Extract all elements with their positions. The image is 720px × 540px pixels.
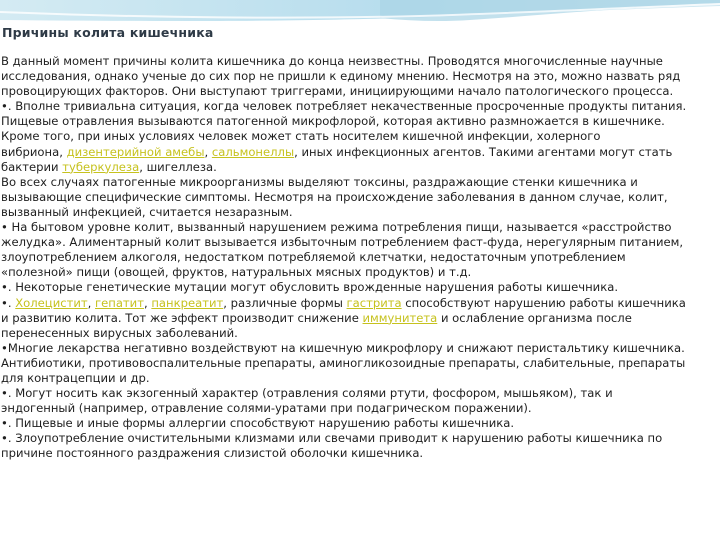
text-segment: •. Некоторые генетические мутации могут обусловить врожденные нарушения работы кишечника. xyxy=(1,280,619,295)
text-line xyxy=(1,341,719,356)
text-segment: , xyxy=(143,295,152,310)
text-line xyxy=(1,129,719,144)
article-body xyxy=(1,54,719,462)
text-line xyxy=(1,190,719,205)
text-line xyxy=(1,145,719,160)
text-segment: для контрацепции и др. xyxy=(1,370,150,385)
text-segment: и развитию колита. Тот же эффект производит снижение xyxy=(1,310,363,325)
text-line xyxy=(1,280,719,295)
text-segment: •. Вполне тривиальна ситуация, когда человек потребляет некачественные просроченные продукты питания. xyxy=(1,99,687,114)
text-line xyxy=(1,431,719,446)
text-segment: Антибиотики, противовоспалительные препараты, аминогликозоидные препараты, слабительные, препараты xyxy=(1,355,686,370)
text-line xyxy=(1,296,719,311)
article-link[interactable]: туберкулеза xyxy=(62,159,140,174)
text-line xyxy=(1,386,719,401)
text-segment: и ослабление организма после xyxy=(437,310,632,325)
text-line xyxy=(1,265,719,280)
text-line xyxy=(1,69,719,84)
article-link[interactable]: гепатит xyxy=(95,295,144,310)
text-line xyxy=(1,416,719,431)
text-segment: вызывающие специфические симптомы. Несмотря на происхождение заболевания в данном случае, колит, xyxy=(1,189,668,204)
text-segment: , xyxy=(87,295,96,310)
text-segment: бактерии xyxy=(1,159,63,174)
text-line xyxy=(1,114,719,129)
text-line xyxy=(1,84,719,99)
text-segment: Во всех случаях патогенные микроорганизмы выделяют токсины, раздражающие стенки кишечника и xyxy=(1,174,638,189)
text-segment: перенесенных вирусных заболеваний. xyxy=(1,325,238,340)
text-segment: • На бытовом уровне колит, вызванный нарушением режима потребления пищи, называется «расстройство xyxy=(1,220,672,235)
text-segment: причине постоянного раздражения слизистой оболочки кишечника. xyxy=(1,446,424,461)
text-line xyxy=(1,326,719,341)
text-line xyxy=(1,371,719,386)
article-link[interactable]: панкреатит xyxy=(151,295,224,310)
text-line xyxy=(1,356,719,371)
article-link[interactable]: гастрита xyxy=(346,295,402,310)
article-link[interactable]: Холецистит xyxy=(15,295,88,310)
text-segment: •. Пищевые и иные формы аллергии способствуют нарушению работы кишечника. xyxy=(1,416,515,431)
text-line xyxy=(1,54,719,69)
text-line xyxy=(1,250,719,265)
text-segment: •. xyxy=(1,295,16,310)
text-line xyxy=(1,311,719,326)
text-segment: способствуют нарушению работы кишечника xyxy=(401,295,686,310)
article-link[interactable]: иммунитета xyxy=(362,310,438,325)
text-segment: , различные формы xyxy=(223,295,347,310)
text-line xyxy=(1,160,719,175)
text-segment: исследования, однако ученые до сих пор не пришли к единому мнению. Несмотря на это, можно назвать ряд xyxy=(1,69,681,84)
text-segment: вызванный инфекцией, считается незаразным. xyxy=(1,204,293,219)
text-segment: провоцирующих факторов. Они выступают триггерами, инициирующими начало патологического процесса. xyxy=(1,84,674,99)
text-segment: •Многие лекарства негативно воздействуют на кишечную микрофлору и снижают перистальтику кишечника. xyxy=(1,340,685,355)
article-link[interactable]: дизентерийной амебы xyxy=(66,144,205,159)
text-line xyxy=(1,235,719,250)
text-segment: В данный момент причины колита кишечника до конца неизвестны. Проводятся многочисленные научные xyxy=(1,54,663,68)
text-segment: эндогенный (например, отравление солями-уратами при подагрическом поражении). xyxy=(1,401,532,416)
article-link[interactable]: сальмонеллы xyxy=(211,144,295,159)
text-line xyxy=(1,401,719,416)
text-line xyxy=(1,99,719,114)
text-line xyxy=(1,446,719,461)
text-segment: Пищевые отравления вызываются патогенной микрофлорой, которая активно размножается в кишечнике. xyxy=(1,114,665,129)
header-wave-decoration xyxy=(0,0,720,26)
text-segment: желудка». Алиментарный колит вызывается избыточным потреблением фаст-фуда, нерегулярным питанием, xyxy=(1,235,684,250)
text-segment: злоупотреблением алкоголя, недостатком потребляемой клетчатки, недостаточным употреблением xyxy=(1,250,626,265)
text-line xyxy=(1,220,719,235)
text-line xyxy=(1,175,719,190)
text-segment: , xyxy=(204,144,212,159)
text-segment: •. Злоупотребление очистительными клизмами или свечами приводит к нарушению работы кишечника по xyxy=(1,431,663,446)
text-segment: •. Могут носить как экзогенный характер (отравления солями ртути, фосфором, мышьяком), так и xyxy=(1,386,613,401)
text-segment: вибриона, xyxy=(1,144,67,159)
text-segment: , шигеллеза. xyxy=(139,159,217,174)
text-segment: , иных инфекционных агентов. Такими агентами могут стать xyxy=(294,144,673,159)
text-segment: Кроме того, при иных условиях человек может стать носителем кишечной инфекции, холерного xyxy=(1,129,601,144)
text-segment: «полезной» пищи (овощей, фруктов, натуральных мясных продуктов) и т.д. xyxy=(1,265,472,280)
text-line xyxy=(1,205,719,220)
page-title: Причины колита кишечника xyxy=(2,25,214,40)
